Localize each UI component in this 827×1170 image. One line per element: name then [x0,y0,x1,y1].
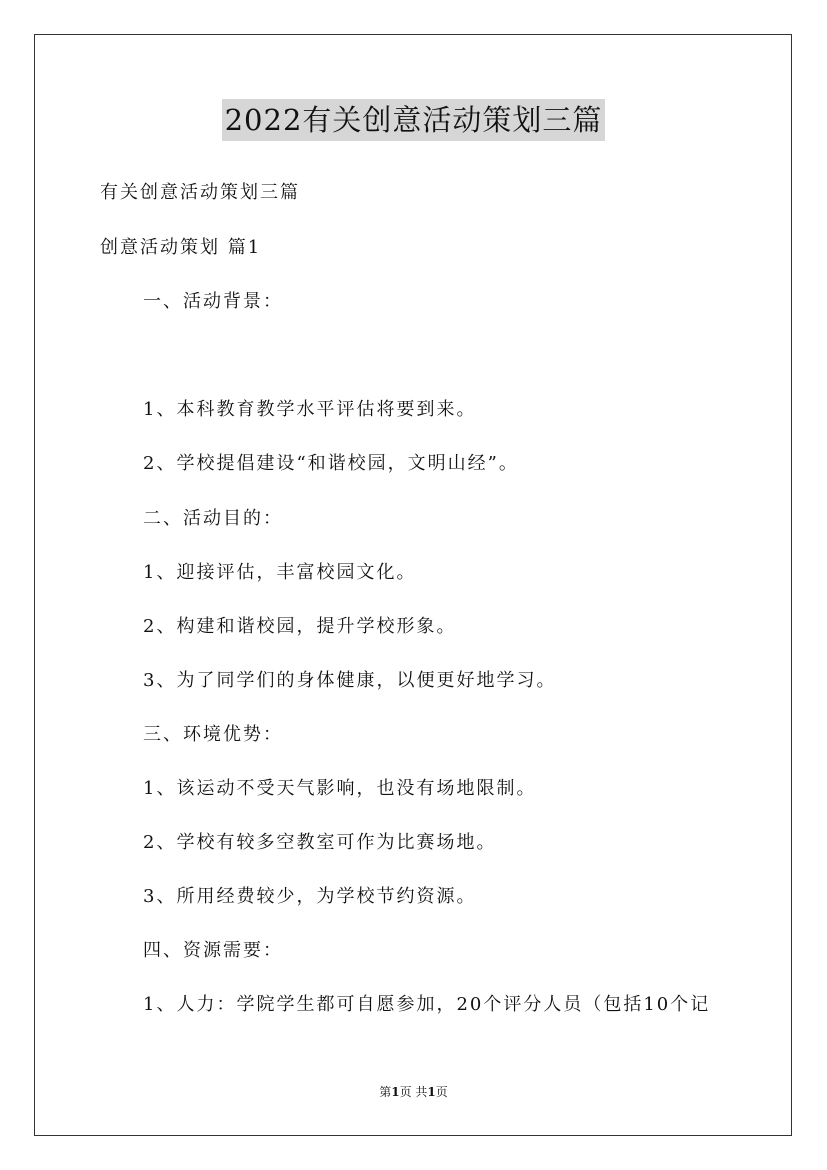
heading-purpose: 二、活动目的： [143,508,283,529]
paragraph-line: 3、所用经费较少，为学校节约资源。 [143,886,477,907]
paragraph-line: 2、学校提倡建设“和谐校园，文明山经”。 [143,453,519,474]
title-wrap [0,99,827,141]
subtitle-line: 有关创意活动策划三篇 [100,182,300,203]
paragraph-line: 1、人力：学院学生都可自愿参加，20个评分人员（包括10个记 [143,994,711,1015]
footer-suffix: 页 [435,1085,448,1099]
paragraph-line: 1、迎接评估，丰富校园文化。 [143,562,417,583]
footer-page-total: 1 [427,1085,436,1099]
paragraph-line: 2、构建和谐校园，提升学校形象。 [143,616,457,637]
footer-middle: 页 共 [399,1085,428,1099]
section-heading: 创意活动策划 篇1 [100,237,262,258]
paragraph-line: 1、该运动不受天气影响，也没有场地限制。 [143,778,537,799]
paragraph-line: 3、为了同学们的身体健康，以便更好地学习。 [143,670,557,691]
paragraph-line: 2、学校有较多空教室可作为比赛场地。 [143,832,497,853]
paragraph-line: 1、本科教育教学水平评估将要到来。 [143,399,477,420]
document-title: 2022有关创意活动策划三篇 [222,99,606,141]
page-footer [0,1083,827,1101]
footer-page-number: 1 [391,1085,400,1099]
heading-background: 一、活动背景： [143,291,283,312]
heading-resources: 四、资源需要： [143,940,283,961]
heading-advantages: 三、环境优势： [143,724,283,745]
footer-prefix: 第 [379,1085,392,1099]
